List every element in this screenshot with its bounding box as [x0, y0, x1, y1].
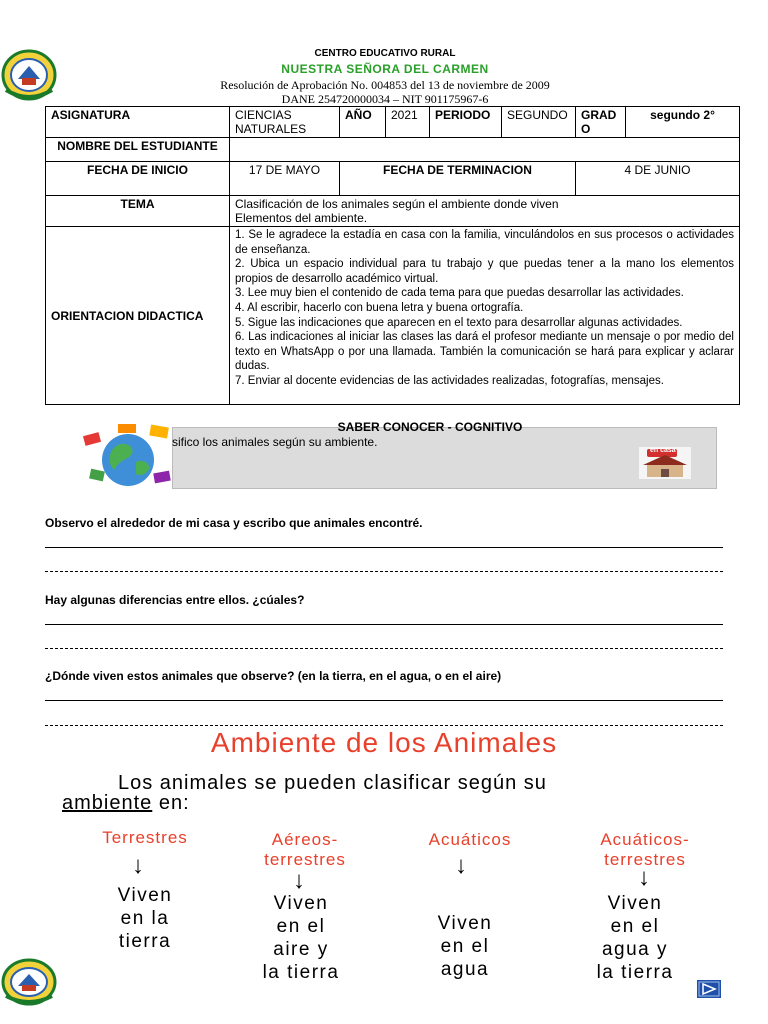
question-3: ¿Dónde viven estos animales que observe? (en la tierra, en el agua, o en el aire)	[45, 669, 502, 683]
description-line: agua	[440, 959, 490, 980]
orientacion-item: 3. Lee muy bien el contenido de cada tema para que puedas desarrollar las actividades.	[235, 287, 684, 300]
infographic-subtitle-2	[62, 792, 190, 815]
tema-value	[230, 196, 740, 227]
resolution-line: Resolución de Aprobación No. 004853 del 13 de noviembre de 2009	[220, 78, 550, 92]
periodo-value: SEGUNDO	[502, 107, 576, 138]
infographic-title: Ambiente de los Animales	[210, 727, 558, 758]
periodo-label: PERIODO	[430, 107, 502, 138]
category-acuaticos	[395, 830, 545, 850]
down-arrow-icon: ↓	[293, 867, 305, 894]
description-line: Viven	[117, 885, 173, 906]
school-crest-icon	[0, 46, 58, 102]
category-terrestres	[70, 828, 220, 848]
orientacion-item: 7. Enviar al docente evidencias de las actividades realizadas, fotografías, mensajes.	[235, 374, 664, 387]
answer-line[interactable]	[45, 547, 723, 548]
category-name: Aéreos-	[271, 830, 339, 849]
description-line: en el	[610, 916, 660, 937]
asignatura-value: CIENCIAS NATURALES	[230, 107, 340, 138]
question-1: Observo el alrededor de mi casa y escribo que animales encontré.	[45, 516, 423, 530]
next-page-icon[interactable]	[697, 980, 721, 998]
category-name: Acuáticos	[428, 830, 512, 849]
down-arrow-icon: ↓	[638, 864, 650, 891]
school-type-heading: CENTRO EDUCATIVO RURAL	[314, 48, 456, 59]
category-name: terrestres	[604, 850, 686, 869]
category-name: Acuáticos-	[600, 830, 690, 849]
globe-clipart-icon	[80, 422, 176, 492]
category-aereos-terrestres	[230, 830, 380, 870]
description-line: Viven	[273, 893, 329, 914]
answer-line[interactable]	[45, 571, 723, 572]
orientacion-item: 5. Sigue las indicaciones que aparecen en el texto para desarrollar algunas actividades.	[235, 316, 683, 329]
description-line: en el	[440, 936, 490, 957]
description-line: la tierra	[262, 962, 340, 983]
category-name: Terrestres	[102, 828, 188, 847]
subtitle-rest: en:	[152, 792, 190, 814]
start-date-label: FECHA DE INICIO	[46, 162, 230, 196]
answer-line[interactable]	[45, 624, 723, 625]
course-info-table	[45, 106, 740, 405]
category-name: terrestres	[264, 850, 346, 869]
end-date-label: FECHA DE TERMINACION	[340, 162, 576, 196]
description-line: en la	[120, 908, 170, 929]
student-name-label: NOMBRE DEL ESTUDIANTE	[46, 138, 230, 162]
category-description	[400, 912, 530, 981]
anio-value: 2021	[386, 107, 430, 138]
description-line: tierra	[118, 931, 172, 952]
student-name-field[interactable]	[230, 138, 740, 162]
grado-label: GRAD O	[576, 107, 626, 138]
description-line: agua y	[601, 939, 669, 960]
end-date-value: 4 DE JUNIO	[576, 162, 740, 196]
dane-nit-line: DANE 254720000034 – NIT 901175967-6	[281, 92, 489, 106]
start-date-value: 17 DE MAYO	[230, 162, 340, 196]
answer-line[interactable]	[45, 648, 723, 649]
infographic-subtitle: Los animales se pueden clasificar según su	[118, 772, 547, 794]
question-2: Hay algunas diferencias entre ellos. ¿cúales?	[45, 593, 305, 607]
tema-line: Elementos del ambiente.	[235, 211, 368, 225]
down-arrow-icon: ↓	[132, 852, 144, 879]
orientacion-list	[230, 227, 740, 405]
down-arrow-icon: ↓	[455, 852, 467, 879]
description-line: en el	[276, 916, 326, 937]
grado-value: segundo 2°	[626, 107, 740, 138]
orientacion-item: 4. Al escribir, hacerlo con buena letra y buena ortografía.	[235, 301, 524, 314]
description-line: Viven	[607, 893, 663, 914]
description-line: aire y	[273, 939, 329, 960]
description-line: Viven	[437, 913, 493, 934]
answer-line[interactable]	[45, 725, 723, 726]
asignatura-label: ASIGNATURA	[46, 107, 230, 138]
orientacion-label: ORIENTACION DIDACTICA	[46, 227, 230, 405]
school-name-heading: NUESTRA SEÑORA DEL CARMEN	[281, 62, 489, 76]
category-description	[560, 892, 710, 984]
orientacion-item: 6. Las indicaciones al iniciar las clases las dará el profesor mediante un mensaje o por medio del texto en WhatsApp o por una llamada. También la comunicación se hará para explicar y aclarar dudas.	[235, 331, 734, 373]
tema-line: Clasificación de los animales según el ambiente donde viven	[235, 197, 559, 211]
tema-label: TEMA	[46, 196, 230, 227]
category-description	[80, 884, 210, 953]
orientacion-item: 1. Se le agradece la estadía en casa con la familia, vinculándolos en sus procesos o actividades de enseñanza.	[235, 229, 734, 256]
underlined-word: ambiente	[62, 792, 153, 814]
objective-text: sifico los animales según su ambiente.	[172, 435, 378, 449]
category-description	[226, 892, 376, 984]
section-title: SABER CONOCER - COGNITIVO	[337, 420, 523, 434]
description-line: la tierra	[596, 962, 674, 983]
school-crest-icon	[0, 956, 58, 1006]
orientacion-item: 2. Ubica un espacio individual para tu trabajo y que puedas tener a la mano los elementos propios de desarrollo académico virtual.	[235, 258, 734, 285]
anio-label: AÑO	[340, 107, 386, 138]
house-badge-label: en casa	[650, 447, 676, 454]
answer-line[interactable]	[45, 700, 723, 701]
